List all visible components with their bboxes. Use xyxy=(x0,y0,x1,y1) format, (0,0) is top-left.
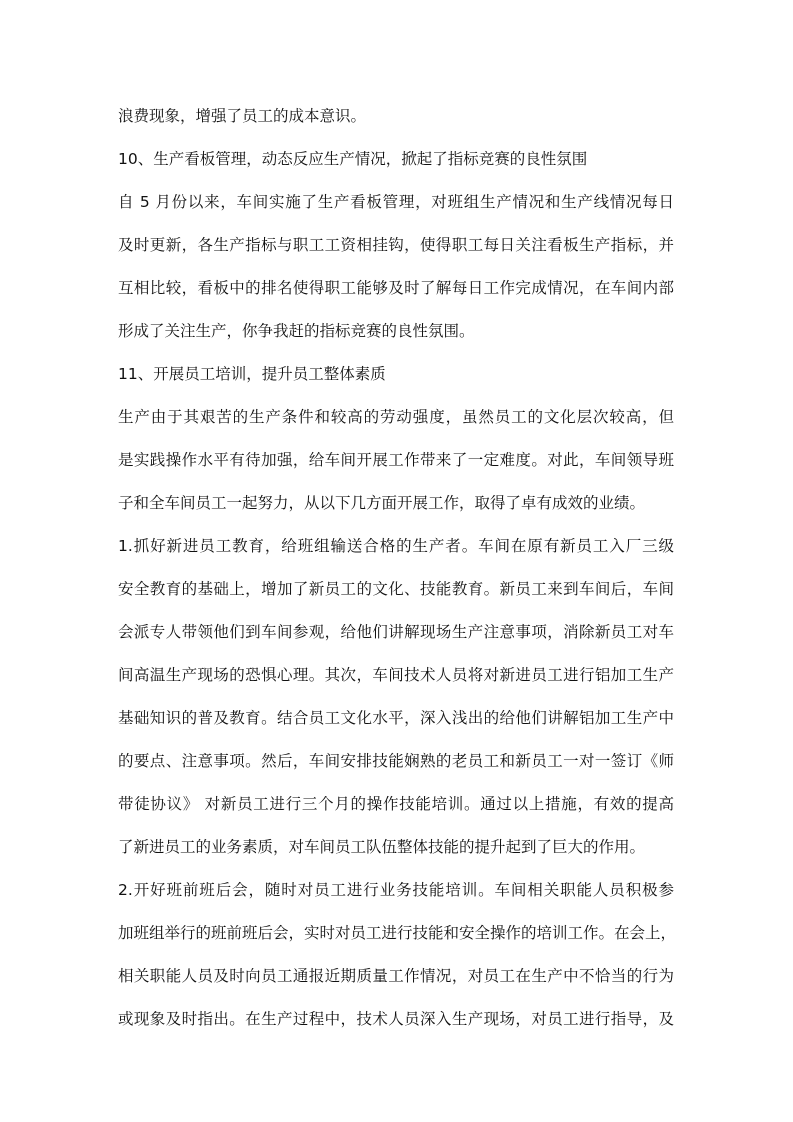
text-line: 1.抓好新进员工教育，给班组输送合格的生产者。车间在原有新员工入厂三级 xyxy=(118,537,674,555)
text-line: 的要点、注意事项。然后，车间安排技能娴熟的老员工和新员工一对一签订《师 xyxy=(118,752,674,770)
text-line: 带徒协议》 对新员工进行三个月的操作技能培训。通过以上措施，有效的提高 xyxy=(118,795,674,813)
text-line: 相关职能人员及时向员工通报近期质量工作情况，对员工在生产中不恰当的行为 xyxy=(118,967,674,985)
text-line: 安全教育的基础上，增加了新员工的文化、技能教育。新员工来到车间后，车间 xyxy=(118,580,674,598)
text-line: 加班组举行的班前班后会，实时对员工进行技能和安全操作的培训工作。在会上， xyxy=(118,924,677,942)
text-line: 会派专人带领他们到车间参观，给他们讲解现场生产注意事项，消除新员工对车 xyxy=(118,623,674,641)
text-line: 2.开好班前班后会，随时对员工进行业务技能培训。车间相关职能人员积极参 xyxy=(118,881,674,899)
text-line: 自 5 月份以来，车间实施了生产看板管理，对班组生产情况和生产线情况每日 xyxy=(118,193,674,211)
text-line: 浪费现象，增强了员工的成本意识。 xyxy=(118,107,367,125)
text-line: 及时更新，各生产指标与职工工资相挂钩，使得职工每日关注看板生产指标，并 xyxy=(118,236,674,254)
text-line: 子和全车间员工一起努力，从以下几方面开展工作，取得了卓有成效的业绩。 xyxy=(118,494,646,512)
text-line: 了新进员工的业务素质，对车间员工队伍整体技能的提升起到了巨大的作用。 xyxy=(118,838,646,856)
text-line: 形成了关注生产，你争我赶的指标竞赛的良性氛围。 xyxy=(118,322,475,340)
text-line: 或现象及时指出。在生产过程中，技术人员深入生产现场，对员工进行指导，及 xyxy=(118,1010,674,1028)
text-line: 基础知识的普及教育。结合员工文化水平，深入浅出的给他们讲解铝加工生产中 xyxy=(118,709,674,727)
text-line: 生产由于其艰苦的生产条件和较高的劳动强度，虽然员工的文化层次较高，但 xyxy=(118,408,674,426)
text-line: 间高温生产现场的恐惧心理。其次，车间技术人员将对新进员工进行铝加工生产 xyxy=(118,666,674,684)
text-line: 是实践操作水平有待加强，给车间开展工作带来了一定难度。对此，车间领导班 xyxy=(118,451,674,469)
section-heading: 10、生产看板管理，动态反应生产情况，掀起了指标竞赛的良性氛围 xyxy=(118,150,588,168)
section-heading: 11、开展员工培训，提升员工整体素质 xyxy=(118,365,386,383)
text-line: 互相比较，看板中的排名使得职工能够及时了解每日工作完成情况，在车间内部 xyxy=(118,279,674,297)
